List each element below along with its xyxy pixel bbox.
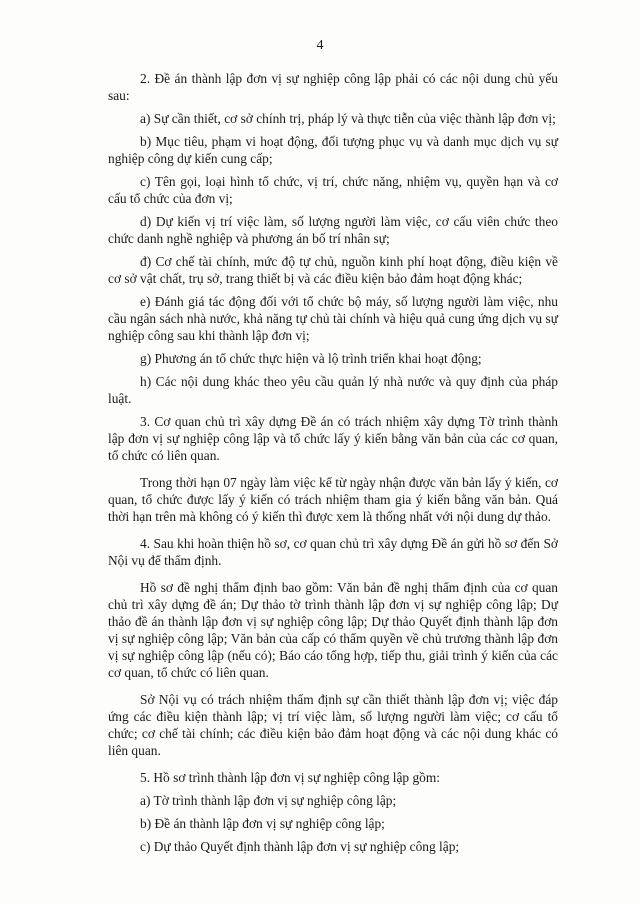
paragraph: e) Đánh giá tác động đối với tổ chức bộ máy, số lượng người làm việc, nhu cầu ngân sách nhà nước, khả năng tự chủ tài chính và hiệu quả cung ứng dịch vụ sự nghiệp công sau khi thành lập đơn vị; (108, 294, 558, 343)
paragraph: Hồ sơ đề nghị thẩm định bao gồm: Văn bản đề nghị thẩm định của cơ quan chủ trì xây dựng đề án; Dự thảo tờ trình thành lập đơn vị sự nghiệp công lập; Dự thảo đề án thành lập đơn vị sự nghiệp công lập; Dự thảo Quyết định thành lập đơn vị sự nghiệp công lập; Văn bản của cấp có thẩm quyền về chủ trương thành lập đơn vị sự nghiệp công lập (nếu có); Báo cáo tổng hợp, tiếp thu, giải trình ý kiến của các cơ quan, tổ chức có liên quan. (108, 580, 558, 680)
paragraph: a) Sự cần thiết, cơ sở chính trị, pháp lý và thực tiễn của việc thành lập đơn vị; (140, 111, 556, 126)
paragraph: 5. Hồ sơ trình thành lập đơn vị sự nghiệp công lập gồm: (140, 770, 440, 785)
paragraph: a) Tờ trình thành lập đơn vị sự nghiệp công lập; (140, 793, 397, 808)
paragraph: b) Mục tiêu, phạm vi hoạt động, đối tượng phục vụ và danh mục dịch vụ sự nghiệp công dự kiến cung cấp; (108, 134, 558, 166)
paragraph: d) Dự kiến vị trí việc làm, số lượng người làm việc, cơ cấu viên chức theo chức danh nghề nghiệp và phương án bố trí nhân sự; (108, 214, 558, 246)
page-number: 4 (316, 38, 324, 53)
paragraph: 2. Đề án thành lập đơn vị sự nghiệp công lập phải có các nội dung chủ yếu sau: (108, 71, 558, 103)
paragraph: c) Tên gọi, loại hình tổ chức, vị trí, chức năng, nhiệm vụ, quyền hạn và cơ cấu tổ chức của đơn vị; (108, 174, 558, 206)
paragraph: g) Phương án tổ chức thực hiện và lộ trình triển khai hoạt động; (140, 351, 482, 366)
paragraph: b) Đề án thành lập đơn vị sự nghiệp công lập; (140, 816, 385, 831)
paragraph: đ) Cơ chế tài chính, mức độ tự chủ, nguồn kinh phí hoạt động, điều kiện về cơ sở vật chất, trụ sở, trang thiết bị và các điều kiện bảo đảm hoạt động khác; (108, 254, 558, 286)
paragraph: 3. Cơ quan chủ trì xây dựng Đề án có trách nhiệm xây dựng Tờ trình thành lập đơn vị sự nghiệp công lập và tổ chức lấy ý kiến bằng văn bản của các cơ quan, tổ chức có liên quan. (108, 414, 558, 463)
paragraph: Trong thời hạn 07 ngày làm việc kể từ ngày nhận được văn bản lấy ý kiến, cơ quan, tổ chức được lấy ý kiến có trách nhiệm tham gia ý kiến bằng văn bản. Quá thời hạn trên mà không có ý kiến thì được xem là thống nhất với nội dung dự thảo. (108, 475, 558, 524)
paragraph: c) Dự thảo Quyết định thành lập đơn vị sự nghiệp công lập; (140, 839, 460, 854)
paragraph: Sở Nội vụ có trách nhiệm thẩm định sự cần thiết thành lập đơn vị; việc đáp ứng các điều kiện thành lập; vị trí việc làm, số lượng người làm việc; cơ cấu tổ chức; cơ chế tài chính; các điều kiện bảo đảm hoạt động và các nội dung khác có liên quan. (108, 692, 558, 758)
document-body (108, 70, 558, 861)
paragraph: h) Các nội dung khác theo yêu cầu quản lý nhà nước và quy định của pháp luật. (108, 374, 558, 406)
paragraph: 4. Sau khi hoàn thiện hồ sơ, cơ quan chủ trì xây dựng Đề án gửi hồ sơ đến Sở Nội vụ để thẩm định. (108, 536, 558, 568)
